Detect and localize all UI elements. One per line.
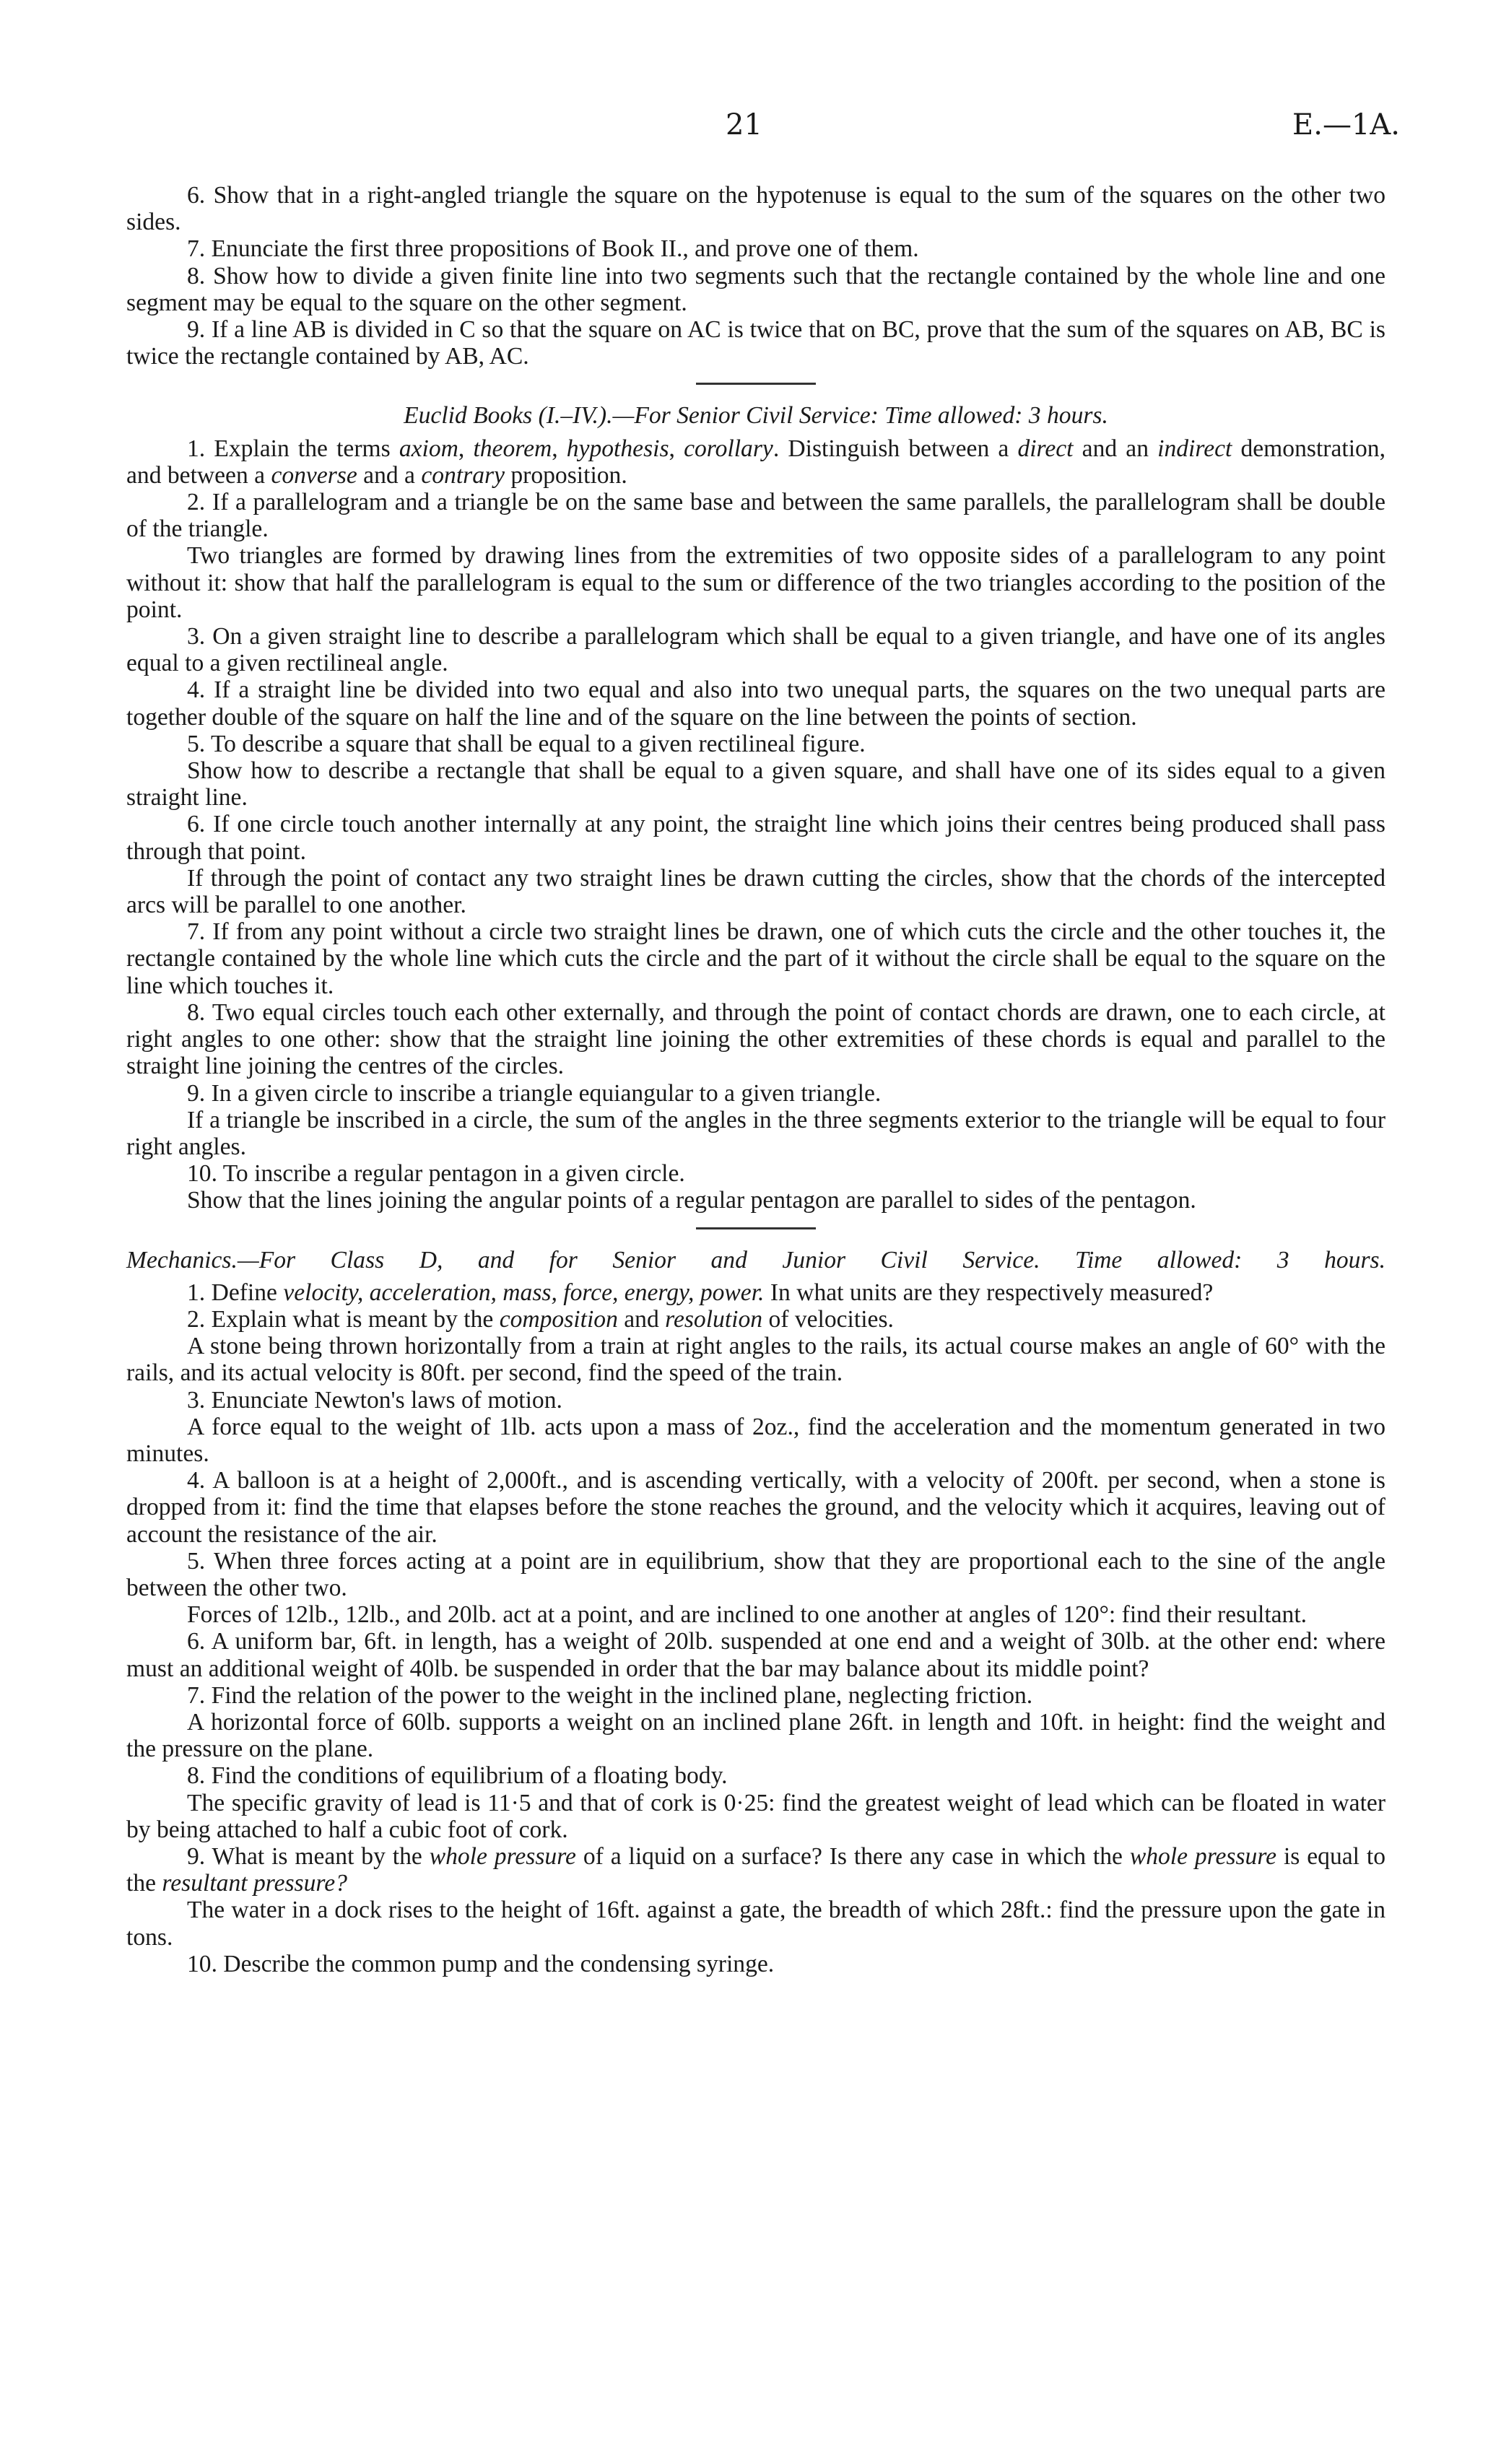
euclid-paragraph: 2. If a parallelogram and a triangle be on the same base and between the same parallels, the parallelogram shall be double of the triangle. [126,489,1385,543]
mechanics-paragraph: A stone being thrown horizontally from a train at right angles to the rails, its actual course makes an angle of 60° with the rails, and its actual velocity is 80ft. per second, find the speed of the train. [126,1333,1385,1387]
euclid-paragraph: 7. If from any point without a circle two straight lines be drawn, one of which cuts the circle and the other touches it, the rectangle contained by the whole line which cuts the circle and the part of it without the circle shall be equal to the square on the line which touches it. [126,918,1385,999]
mechanics-paragraph: The water in a dock rises to the height of 16ft. against a gate, the breadth of which 28ft.: find the pressure upon the gate in tons. [126,1897,1385,1951]
euclid-paragraph: Show that the lines joining the angular points of a regular pentagon are parallel to sides of the pentagon. [187,1187,1196,1214]
euclid-question-1: 1. Explain the terms axiom, theorem, hypothesis, corollary. Distinguish between a direct and an indirect demonstration, and between a converse and a contrary proposition. [126,435,1385,489]
euclid-paragraph: 8. Two equal circles touch each other externally, and through the point of contact chords are drawn, one to each circle, at right angles to one other: show that the straight line joining the other extremities of these chords is equal and parallel to the straight line joining the centres of the circles. [126,998,1385,1080]
document-reference: E.—1A. [1292,108,1400,142]
mechanics-paragraph: 3. Enunciate Newton's laws of motion. [187,1386,562,1414]
euclid-paragraph: 9. In a given circle to inscribe a triangle equiangular to a given triangle. [187,1079,882,1107]
mechanics-paragraph: 8. Find the conditions of equilibrium of a floating body. [187,1762,728,1790]
geometry-question-7: 7. Enunciate the first three propositions of Book II., and prove one of them. [187,235,919,263]
mechanics-paragraph: 7. Find the relation of the power to the weight in the inclined plane, neglecting friction. [187,1681,1033,1709]
euclid-section-title: Euclid Books (I.–IV.).—For Senior Civil Service: Time allowed: 3 hours. [404,402,1108,430]
mechanics-paragraph: 10. Describe the common pump and the condensing syringe. [187,1950,775,1977]
mechanics-paragraph: A force equal to the weight of 1lb. acts upon a mass of 2oz., find the acceleration and the momentum generated in two minutes. [126,1413,1385,1467]
euclid-paragraph: 10. To inscribe a regular pentagon in a given circle. [187,1160,685,1188]
mechanics-paragraph: A horizontal force of 60lb. supports a weight on an inclined plane 26ft. in length and 10ft. in height: find the weight and the pressure on the plane. [126,1708,1385,1763]
euclid-paragraph: 3. On a given straight line to describe a parallelogram which shall be equal to a given triangle, and have one of its angles equal to a given rectilineal angle. [126,623,1385,677]
mechanics-paragraph: 5. When three forces acting at a point are in equilibrium, show that they are proportional each to the sine of the angle between the other two. [126,1547,1385,1601]
mechanics-paragraph: 4. A balloon is at a height of 2,000ft., and is ascending vertically, with a velocity of 200ft. per second, when a stone is dropped from it: find the time that elapses before the stone reaches the ground, and the velocity which it acquires, leaving out of account the resistance of the air. [126,1467,1385,1548]
mechanics-paragraph: Forces of 12lb., 12lb., and 20lb. act at a point, and are inclined to one another at angles of 120°: find their resultant. [187,1601,1308,1629]
euclid-paragraph: 5. To describe a square that shall be equal to a given rectilineal figure. [187,730,866,757]
geometry-question-9: 9. If a line AB is divided in C so that the square on AC is twice that on BC, prove that the sum of the squares on AB, BC is twice the rectangle contained by AB, AC. [126,316,1385,370]
section-divider [696,1227,816,1229]
page-number: 21 [726,108,762,142]
mechanics-paragraph: The specific gravity of lead is 11·5 and that of cork is 0·25: find the greatest weight of lead which can be floated in water by being attached to half a cubic foot of cork. [126,1789,1385,1843]
mechanics-question-9: 9. What is meant by the whole pressure of a liquid on a surface? Is there any case in which the whole pressure is equal to the resultant pressure? [126,1842,1385,1897]
geometry-question-8: 8. Show how to divide a given finite line into two segments such that the rectangle contained by the whole line and one segment may be equal to the square on the other segment. [126,262,1385,316]
mechanics-section-title: Mechanics.—For Class D, and for Senior and Junior Civil Service. Time allowed: 3 hours. [126,1246,1385,1274]
euclid-paragraph: Show how to describe a rectangle that shall be equal to a given square, and shall have one of its sides equal to a given straight line. [126,757,1385,811]
euclid-paragraph: 4. If a straight line be divided into two equal and also into two unequal parts, the squares on the two unequal parts are together double of the square on half the line and of the square on the line between the points of section. [126,676,1385,731]
euclid-paragraph: Two triangles are formed by drawing lines from the extremities of two opposite sides of a parallelogram to any point without it: show that half the parallelogram is equal to the sum or difference of the two triangles according to the position of the point. [126,542,1385,623]
euclid-paragraph: If a triangle be inscribed in a circle, the sum of the angles in the three segments exterior to the triangle will be equal to four right angles. [126,1106,1385,1160]
euclid-paragraph: 6. If one circle touch another internally at any point, the straight line which joins their centres being produced shall pass through that point. [126,811,1385,865]
euclid-paragraph: If through the point of contact any two straight lines be drawn cutting the circles, show that the chords of the intercepted arcs will be parallel to one another. [126,864,1385,919]
mechanics-question-1: 1. Define velocity, acceleration, mass, force, energy, power. In what units are they respectively measured? [187,1279,1214,1306]
geometry-question-6: 6. Show that in a right-angled triangle the square on the hypotenuse is equal to the sum of the squares on the other two sides. [126,182,1385,236]
page-header [0,108,1501,152]
mechanics-question-2: 2. Explain what is meant by the composition and resolution of velocities. [187,1305,894,1333]
section-divider [696,383,816,385]
page-content [126,182,1385,1977]
mechanics-paragraph: 6. A uniform bar, 6ft. in length, has a weight of 20lb. suspended at one end and a weight of 30lb. at the other end: where must an additional weight of 40lb. be suspended in order that the bar may balance about its middle point? [126,1628,1385,1682]
